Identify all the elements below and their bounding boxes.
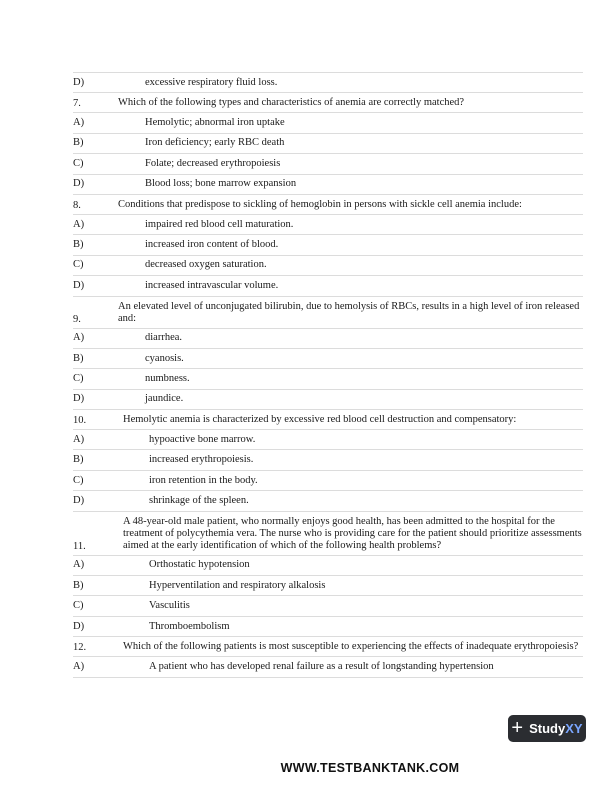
- option-row: [73, 72, 583, 92]
- question-number: 10.: [73, 415, 87, 427]
- option-row: [73, 595, 583, 615]
- option-label: C): [73, 474, 84, 486]
- option-row: [73, 112, 583, 132]
- question-row: [73, 194, 583, 214]
- option-row: [73, 429, 583, 449]
- option-text: impaired red blood cell maturation.: [145, 218, 294, 230]
- option-label: D): [73, 620, 85, 632]
- option-row: [73, 449, 583, 469]
- option-text: numbness.: [145, 372, 190, 384]
- badge-brand: [529, 721, 582, 736]
- option-row: [73, 174, 583, 194]
- option-label: D): [73, 76, 85, 88]
- badge-brand-study: Study: [529, 721, 566, 736]
- question-row: [73, 511, 583, 555]
- option-label: A): [73, 117, 85, 129]
- option-row: [73, 656, 583, 677]
- question-text: Which of the following types and characteristics of anemia are correctly matched?: [118, 97, 465, 109]
- option-text: increased intravascular volume.: [145, 279, 279, 291]
- option-text: hypoactive bone marrow.: [149, 433, 256, 445]
- option-row: [73, 255, 583, 275]
- option-text: Vasculitis: [149, 600, 190, 612]
- option-text: Hemolytic; abnormal iron uptake: [145, 117, 285, 129]
- option-row: [73, 275, 583, 295]
- option-label: B): [73, 352, 84, 364]
- question-row: [73, 636, 583, 656]
- option-text: shrinkage of the spleen.: [149, 494, 249, 506]
- question-number: 11.: [73, 540, 86, 552]
- option-row: [73, 328, 583, 348]
- badge-brand-xy: XY: [565, 721, 583, 736]
- question-number: 9.: [73, 313, 81, 325]
- question-text: Conditions that predispose to sickling of hemoglobin in persons with sickle cell anemia include:: [118, 198, 522, 210]
- question-text: An elevated level of unconjugated bilirubin, due to hemolysis of RBCs, results in a high level of iron released and:: [118, 300, 580, 324]
- option-label: B): [73, 579, 84, 591]
- option-row: [73, 133, 583, 153]
- option-label: B): [73, 454, 84, 466]
- option-row: [73, 368, 583, 388]
- option-row: [73, 490, 583, 510]
- option-row: [73, 348, 583, 368]
- question-text: A 48-year-old male patient, who normally enjoys good health, has been admitted to the hospital for the treatment of polycythemia vera. The nurse who is providing care for the patient should prioritize assessments aimed at the early identification of which of the following health problems?: [123, 515, 582, 551]
- option-text: A patient who has developed renal failure as a result of longstanding hypertension: [149, 660, 494, 672]
- option-text: Orthostatic hypotension: [149, 559, 250, 571]
- option-text: Iron deficiency; early RBC death: [145, 137, 285, 149]
- question-number: 12.: [73, 642, 87, 654]
- option-label: D): [73, 279, 85, 291]
- plus-icon: +: [511, 716, 524, 739]
- option-text: increased iron content of blood.: [145, 239, 279, 251]
- option-label: C): [73, 259, 84, 271]
- option-label: C): [73, 157, 84, 169]
- option-text: cyanosis.: [145, 352, 184, 364]
- option-label: D): [73, 178, 85, 190]
- option-row: [73, 234, 583, 254]
- question-number: 7.: [73, 98, 81, 110]
- option-label: D): [73, 494, 85, 506]
- studyxy-badge[interactable]: [508, 715, 586, 742]
- question-row: [73, 92, 583, 112]
- option-text: jaundice.: [145, 393, 184, 405]
- option-text: Folate; decreased erythropoiesis: [145, 157, 281, 169]
- question-row: [73, 409, 583, 429]
- option-row: [73, 575, 583, 595]
- option-text: iron retention in the body.: [149, 474, 258, 486]
- question-text: Which of the following patients is most susceptible to experiencing the effects of inadequate erythropoiesis?: [123, 641, 579, 653]
- questions-10-12: [73, 409, 583, 678]
- option-label: C): [73, 600, 84, 612]
- option-label: D): [73, 393, 85, 405]
- option-label: B): [73, 239, 84, 251]
- option-label: A): [73, 559, 85, 571]
- question-number: 8.: [73, 199, 81, 211]
- option-row: [73, 616, 583, 636]
- questions-7-9: [73, 72, 583, 409]
- question-sheet: [73, 72, 583, 678]
- option-text: Hyperventilation and respiratory alkalosis: [149, 579, 326, 591]
- option-label: C): [73, 372, 84, 384]
- option-label: A): [73, 218, 85, 230]
- option-text: decreased oxygen saturation.: [145, 259, 267, 271]
- option-text: Blood loss; bone marrow expansion: [145, 178, 297, 190]
- option-row: [73, 153, 583, 173]
- option-label: A): [73, 332, 85, 344]
- option-text: excessive respiratory fluid loss.: [145, 76, 278, 88]
- question-text: Hemolytic anemia is characterized by excessive red blood cell destruction and compensatory:: [123, 414, 517, 426]
- footer-website: WWW.TESTBANKTANK.COM: [280, 761, 460, 775]
- question-row: [73, 296, 583, 328]
- option-label: A): [73, 433, 85, 445]
- option-text: diarrhea.: [145, 332, 183, 344]
- option-row: [73, 214, 583, 234]
- option-row: [73, 555, 583, 575]
- option-text: increased erythropoiesis.: [149, 454, 254, 466]
- option-row: [73, 470, 583, 490]
- option-label: B): [73, 137, 84, 149]
- option-text: Thromboembolism: [149, 620, 230, 632]
- option-row: [73, 389, 583, 409]
- option-label: A): [73, 660, 85, 672]
